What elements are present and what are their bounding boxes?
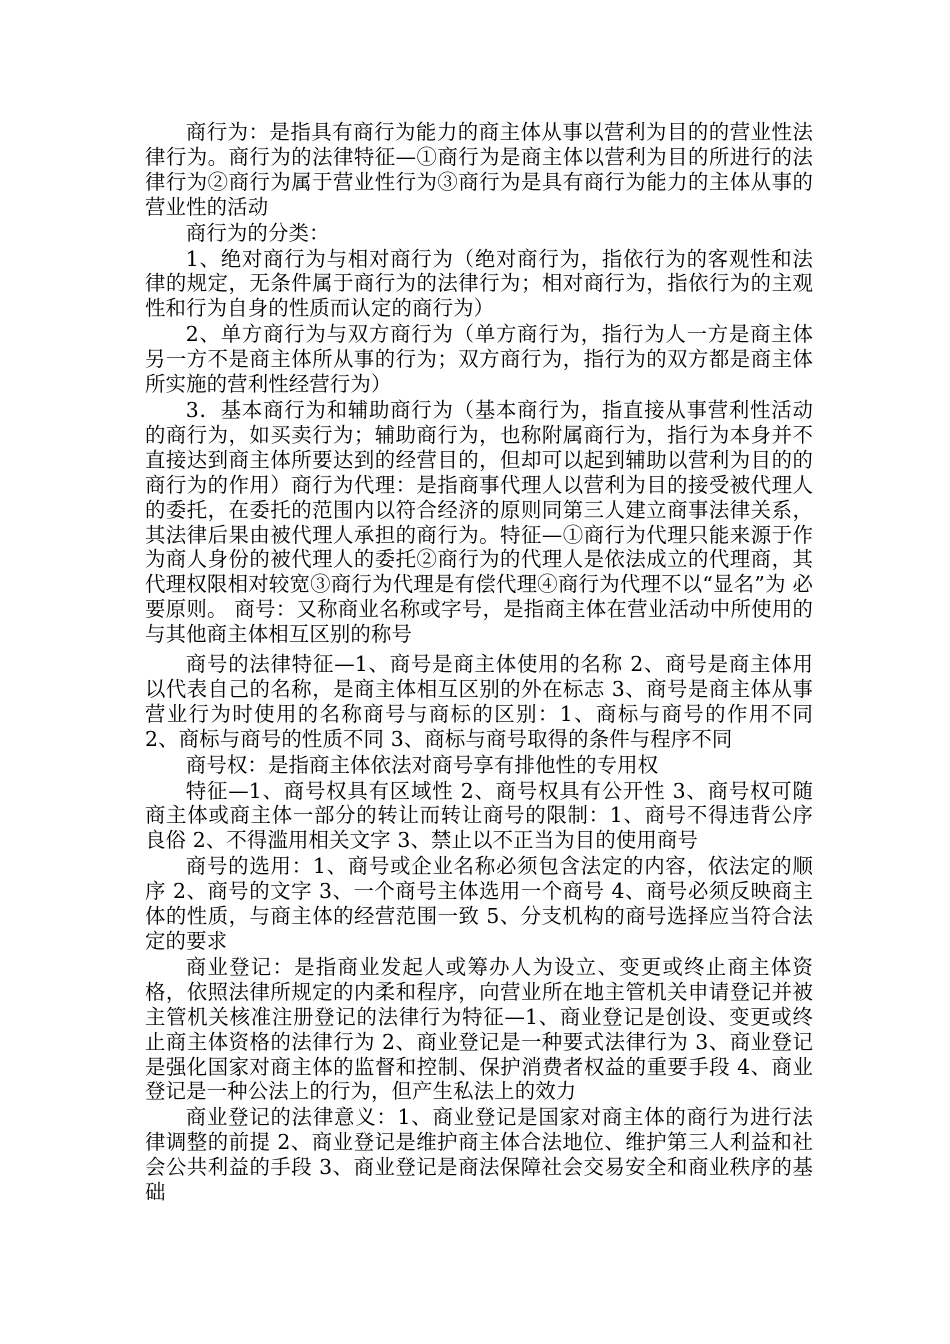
paragraph-unilateral-bilateral-acts: 2、单方商行为与双方商行为（单方商行为，指行为人一方是商主体另一方不是商主体所从事的行为；双方商行为，指行为的双方都是商主体所实施的营利性经营行为） — [145, 322, 813, 397]
paragraph-commercial-registration: 商业登记：是指商业发起人或筹办人为设立、变更或终止商主体资格，依照法律所规定的内柔和程序，向营业所在地主管机关申请登记并被主管机关核准注册登记的法律行为特征—1、商业登记是创设、变更或终止商主体资格的法律行为 2、商业登记是一种要式法律行为 3、商业登记是强化国家对商主体的监督和控制、保护消费者权益的重要手段 4、商业登记是一种公法上的行为，但产生私法上的效力 — [145, 954, 813, 1104]
document-page — [145, 120, 813, 1206]
paragraph-classification-heading: 商行为的分类： — [185, 220, 330, 245]
paragraph-registration-significance: 商业登记的法律意义：1、商业登记是国家对商主体的商行为进行法律调整的前提 2、商业登记是维护商主体合法地位、维护第三人利益和社会公共利益的手段 3、商业登记是商法保障社会交易安全和商业秩序的基础 — [145, 1105, 813, 1205]
paragraph-commercial-act-definition: 商行为：是指具有商行为能力的商主体从事以营利为目的的营业性法律行为。商行为的法律特征—①商行为是商主体以营利为目的所进行的法律行为②商行为属于营业性行为③商行为是具有商行为能力的主体从事的营业性的活动 — [145, 120, 813, 219]
paragraph-trade-name-selection: 商号的选用：1、商号或企业名称必须包含法定的内容，依法定的顺序 2、商号的文字 3、一个商号主体选用一个商号 4、商号必须反映商主体的性质，与商主体的经营范围一致 5、分支机构的商号选择应当符合法定的要求 — [145, 854, 813, 953]
paragraph-trade-name-right-features: 特征—1、商号权具有区域性 2、商号权具有公开性 3、商号权可随商主体或商主体一部分的转让而转让商号的限制：1、商号不得违背公序良俗 2、不得滥用相关文字 3、禁止以不正当为目的使用商号 — [145, 778, 813, 853]
paragraph-absolute-relative-acts: 1、绝对商行为与相对商行为（绝对商行为，指依行为的客观性和法律的规定，无条件属于商行为的法律行为；相对商行为，指依行为的主观性和行为自身的性质而认定的商行为） — [145, 246, 813, 321]
paragraph-trade-name-features: 商号的法律特征—1、商号是商主体使用的名称 2、商号是商主体用以代表自己的名称，是商主体相互区别的外在标志 3、商号是商主体从事营业行为时使用的名称商号与商标的区别：1、商标与商号的作用不同 2、商标与商号的性质不同 3、商标与商号取得的条件与程序不同 — [145, 652, 813, 751]
paragraph-trade-name-right: 商号权：是指商主体依法对商号享有排他性的专用权 — [185, 752, 659, 777]
paragraph-basic-auxiliary-acts: 3．基本商行为和辅助商行为（基本商行为，指直接从事营利性活动的商行为，如买卖行为；辅助商行为，也称附属商行为，指行为本身并不直接达到商主体所要达到的经营目的，但却可以起到辅助以营利为目的的商行为的作用）商行为代理：是指商事代理人以营利为目的接受被代理人的委托，在委托的范围内以符合经济的原则同第三人建立商事法律关系，其法律后果由被代理人承担的商行为。特征—①商行为代理只能来源于作为商人身份的被代理人的委托②商行为的代理人是依法成立的代理商，其代理权限相对较宽③商行为代理是有偿代理④商行为代理不以“显名”为 必要原则。 商号：又称商业名称或字号，是指商主体在营业活动中所使用的与其他商主体相互区别的称号 — [145, 397, 813, 647]
